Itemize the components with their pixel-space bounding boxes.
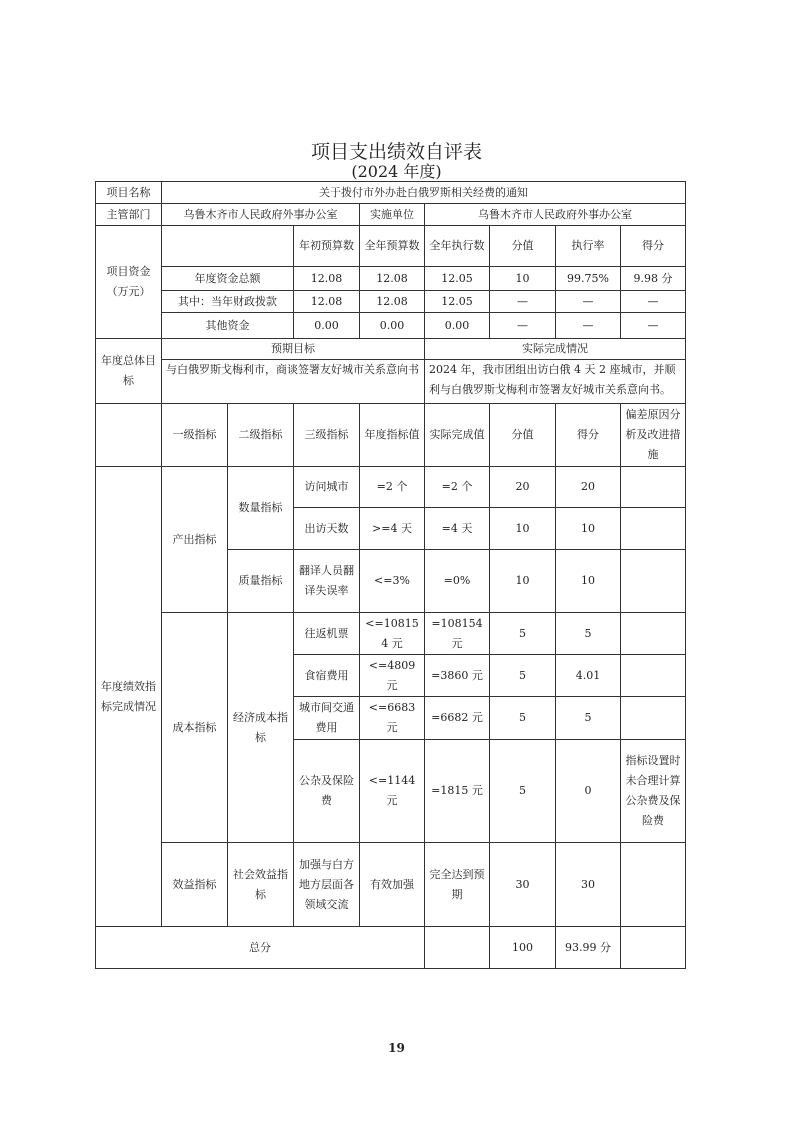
indicator-header: 分值 (490, 404, 556, 467)
actual-result-text: 2024 年，我市团组出访白俄 4 天 2 座城市，并顺利与白俄罗斯戈梅利市签署友好城市关系意向书。 (425, 360, 686, 404)
funds-header: 分值 (490, 226, 556, 267)
indicator-actual: =108154 元 (425, 613, 490, 655)
indicator-note (621, 467, 686, 508)
indicator-score: 10 (556, 550, 621, 613)
indicator-name: 公杂及保险费 (294, 740, 360, 843)
indicator-actual: =2 个 (425, 467, 490, 508)
indicator-score: 0 (556, 740, 621, 843)
total-blank (425, 927, 490, 969)
indicator-target: >=4 天 (360, 508, 425, 550)
indicator-actual: =0% (425, 550, 490, 613)
indicator-name: 加强与白方地方层面各领域交流 (294, 843, 360, 927)
indicator-score-full: 5 (490, 740, 556, 843)
indicator-score-full: 5 (490, 655, 556, 697)
expected-goal-label: 预期目标 (162, 339, 425, 360)
funds-header: 得分 (621, 226, 686, 267)
indicator-score: 10 (556, 508, 621, 550)
indicator-note (621, 508, 686, 550)
indicator-note (621, 697, 686, 740)
expected-goal-text: 与白俄罗斯戈梅利市，商谈签署友好城市关系意向书 (162, 360, 425, 404)
project-name-value: 关于拨付市外办赴白俄罗斯相关经费的通知 (162, 182, 686, 204)
total-note-blank (621, 927, 686, 969)
total-label: 总分 (96, 927, 425, 969)
funds-cell: 99.75% (556, 267, 621, 291)
funds-header: 年初预算数 (294, 226, 360, 267)
funds-cell: — (490, 313, 556, 339)
funds-cell: 0.00 (360, 313, 425, 339)
indicator-actual: =6682 元 (425, 697, 490, 740)
actual-result-label: 实际完成情况 (425, 339, 686, 360)
funds-cell: 9.98 分 (621, 267, 686, 291)
impl-value: 乌鲁木齐市人民政府外事办公室 (425, 204, 686, 226)
indicator-header: 年度指标值 (360, 404, 425, 467)
funds-cell: — (556, 313, 621, 339)
dept-value: 乌鲁木齐市人民政府外事办公室 (162, 204, 360, 226)
indicator-target: <=1144 元 (360, 740, 425, 843)
indicator-score-full: 10 (490, 508, 556, 550)
indicator-score: 4.01 (556, 655, 621, 697)
indicator-name: 访问城市 (294, 467, 360, 508)
quantity-indicator: 数量指标 (228, 467, 294, 550)
indicator-target: =2 个 (360, 467, 425, 508)
indicator-actual: =3860 元 (425, 655, 490, 697)
funds-cell: — (621, 291, 686, 313)
funds-blank (162, 226, 294, 267)
cost-indicator: 成本指标 (162, 613, 228, 843)
indicator-actual: 完全达到预期 (425, 843, 490, 927)
output-indicator: 产出指标 (162, 467, 228, 613)
funds-cell: 12.08 (360, 267, 425, 291)
funds-header: 全年执行数 (425, 226, 490, 267)
indicator-header: 得分 (556, 404, 621, 467)
page-number: 19 (388, 1041, 405, 1055)
indicator-target: <=108154 元 (360, 613, 425, 655)
funds-cell: — (490, 291, 556, 313)
funds-cell: — (621, 313, 686, 339)
page-subtitle: (2024 年度) (351, 162, 442, 181)
indicator-name: 出访天数 (294, 508, 360, 550)
indicator-score: 20 (556, 467, 621, 508)
indicator-note: 指标设置时未合理计算公杂费及保险费 (621, 740, 686, 843)
indicator-note (621, 550, 686, 613)
indicator-actual: =1815 元 (425, 740, 490, 843)
funds-cell: 12.08 (294, 267, 360, 291)
indicator-score-full: 5 (490, 613, 556, 655)
indicator-actual: =4 天 (425, 508, 490, 550)
indicator-score: 30 (556, 843, 621, 927)
indicator-note (621, 843, 686, 927)
indicator-name: 食宿费用 (294, 655, 360, 697)
funds-label: 项目资金（万元） (96, 226, 162, 339)
indicator-note (621, 613, 686, 655)
funds-header: 全年预算数 (360, 226, 425, 267)
evaluation-table (95, 181, 686, 969)
funds-cell: 10 (490, 267, 556, 291)
page-title: 项目支出绩效自评表 (310, 141, 482, 163)
indicator-score-full: 20 (490, 467, 556, 508)
total-score: 93.99 分 (556, 927, 621, 969)
indicator-score: 5 (556, 697, 621, 740)
indicator-name: 城市间交通费用 (294, 697, 360, 740)
benefit-indicator: 效益指标 (162, 843, 228, 927)
funds-cell: 0.00 (294, 313, 360, 339)
total-score-full: 100 (490, 927, 556, 969)
indicator-header: 偏差原因分析及改进措施 (621, 404, 686, 467)
project-name-label: 项目名称 (96, 182, 162, 204)
indicator-header: 一级指标 (162, 404, 228, 467)
funds-row-name: 其中：当年财政拨款 (162, 291, 294, 313)
funds-cell: 0.00 (425, 313, 490, 339)
dept-label: 主管部门 (96, 204, 162, 226)
goals-label: 年度总体目标 (96, 339, 162, 404)
funds-cell: 12.05 (425, 291, 490, 313)
indicator-score-full: 30 (490, 843, 556, 927)
indicators-label: 年度绩效指标完成情况 (96, 467, 162, 927)
social-benefit-indicator: 社会效益指标 (228, 843, 294, 927)
indicator-score-full: 10 (490, 550, 556, 613)
impl-label: 实施单位 (360, 204, 425, 226)
quality-indicator: 质量指标 (228, 550, 294, 613)
funds-cell: 12.08 (294, 291, 360, 313)
funds-row-name: 其他资金 (162, 313, 294, 339)
indicator-target: 有效加强 (360, 843, 425, 927)
indicator-target: <=4809 元 (360, 655, 425, 697)
indicator-header-blank (96, 404, 162, 467)
indicator-name: 往返机票 (294, 613, 360, 655)
funds-cell: 12.05 (425, 267, 490, 291)
indicator-target: <=6683 元 (360, 697, 425, 740)
funds-cell: 12.08 (360, 291, 425, 313)
indicator-header: 实际完成值 (425, 404, 490, 467)
indicator-header: 二级指标 (228, 404, 294, 467)
indicator-score: 5 (556, 613, 621, 655)
indicator-target: <=3% (360, 550, 425, 613)
funds-header: 执行率 (556, 226, 621, 267)
indicator-header: 三级指标 (294, 404, 360, 467)
econ-cost-indicator: 经济成本指标 (228, 613, 294, 843)
funds-row-name: 年度资金总额 (162, 267, 294, 291)
indicator-name: 翻译人员翻译失误率 (294, 550, 360, 613)
indicator-note (621, 655, 686, 697)
indicator-score-full: 5 (490, 697, 556, 740)
funds-cell: — (556, 291, 621, 313)
